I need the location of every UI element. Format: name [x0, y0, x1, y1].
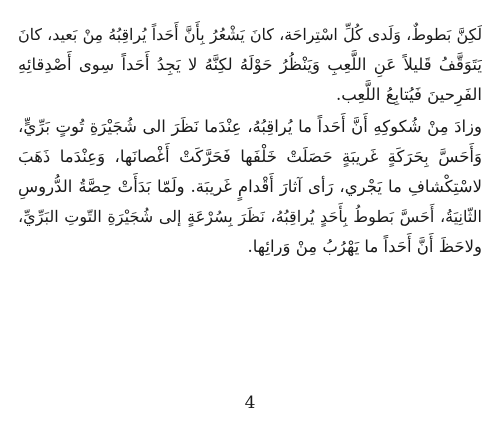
- story-text: [18, 20, 482, 262]
- text-line: يَتَوَقَّفُ قَليلاً عَنِ اللَّعِبِ وَيَنْظُرُ حَوْلَهُ لكِنَّهُ لا يَجِدُ أَحَداً سِوى أَصْدِقائِهِ: [18, 55, 482, 74]
- page-number: 4: [244, 393, 256, 413]
- paragraph-2: [18, 112, 482, 262]
- text-line: لاسْتِكْشافِ ما يَجْري، رَأى آثارَ أَقْدامٍ غَريبَة. ولَمّا بَدَأَتْ حِصَّةُ الدُّروسِ: [18, 177, 482, 196]
- text-line: وزادَ مِنْ شُكوكِهِ أَنَّ أَحَداً ما يُراقِبُهُ، عِنْدَما نَظَرَ الى شُجَيْرَةِ تُوتٍ بَرِّيٍّ،: [18, 117, 482, 136]
- text-line: الفَرِحينَ فَيُتابِعُ اللَّعِب.: [335, 85, 482, 104]
- text-line: وَأَحَسَّ بِحَرَكَةٍ غَريبَةٍ حَصَلَتْ خَلْفَها فَحَرَّكَتْ أَغْصانَها، وَعِنْدَما ذَهَبَ: [18, 147, 482, 166]
- paragraph-1: [18, 20, 482, 110]
- text-line: الثّانِيَةُ، أَحَسَّ بَطوطُ بِأَحَدٍ يُراقِبُهُ، نَظَرَ بِسُرْعَةٍ إلى شُجَيْرَةِ التّوتِ البَرِّيِّ،: [18, 207, 482, 226]
- text-line: ولاحَظَ أَنَّ أَحَداً ما يَهْرُبُ مِنْ وَرائِها.: [247, 237, 482, 256]
- text-line: لَكِنَّ بَطوطٌ، وَلَدى كُلِّ اسْتِراحَة، كانَ يَشْعُرُ بِأَنَّ أَحَداً يُراقِبُهُ مِنْ بَعيد، كانَ: [18, 25, 482, 44]
